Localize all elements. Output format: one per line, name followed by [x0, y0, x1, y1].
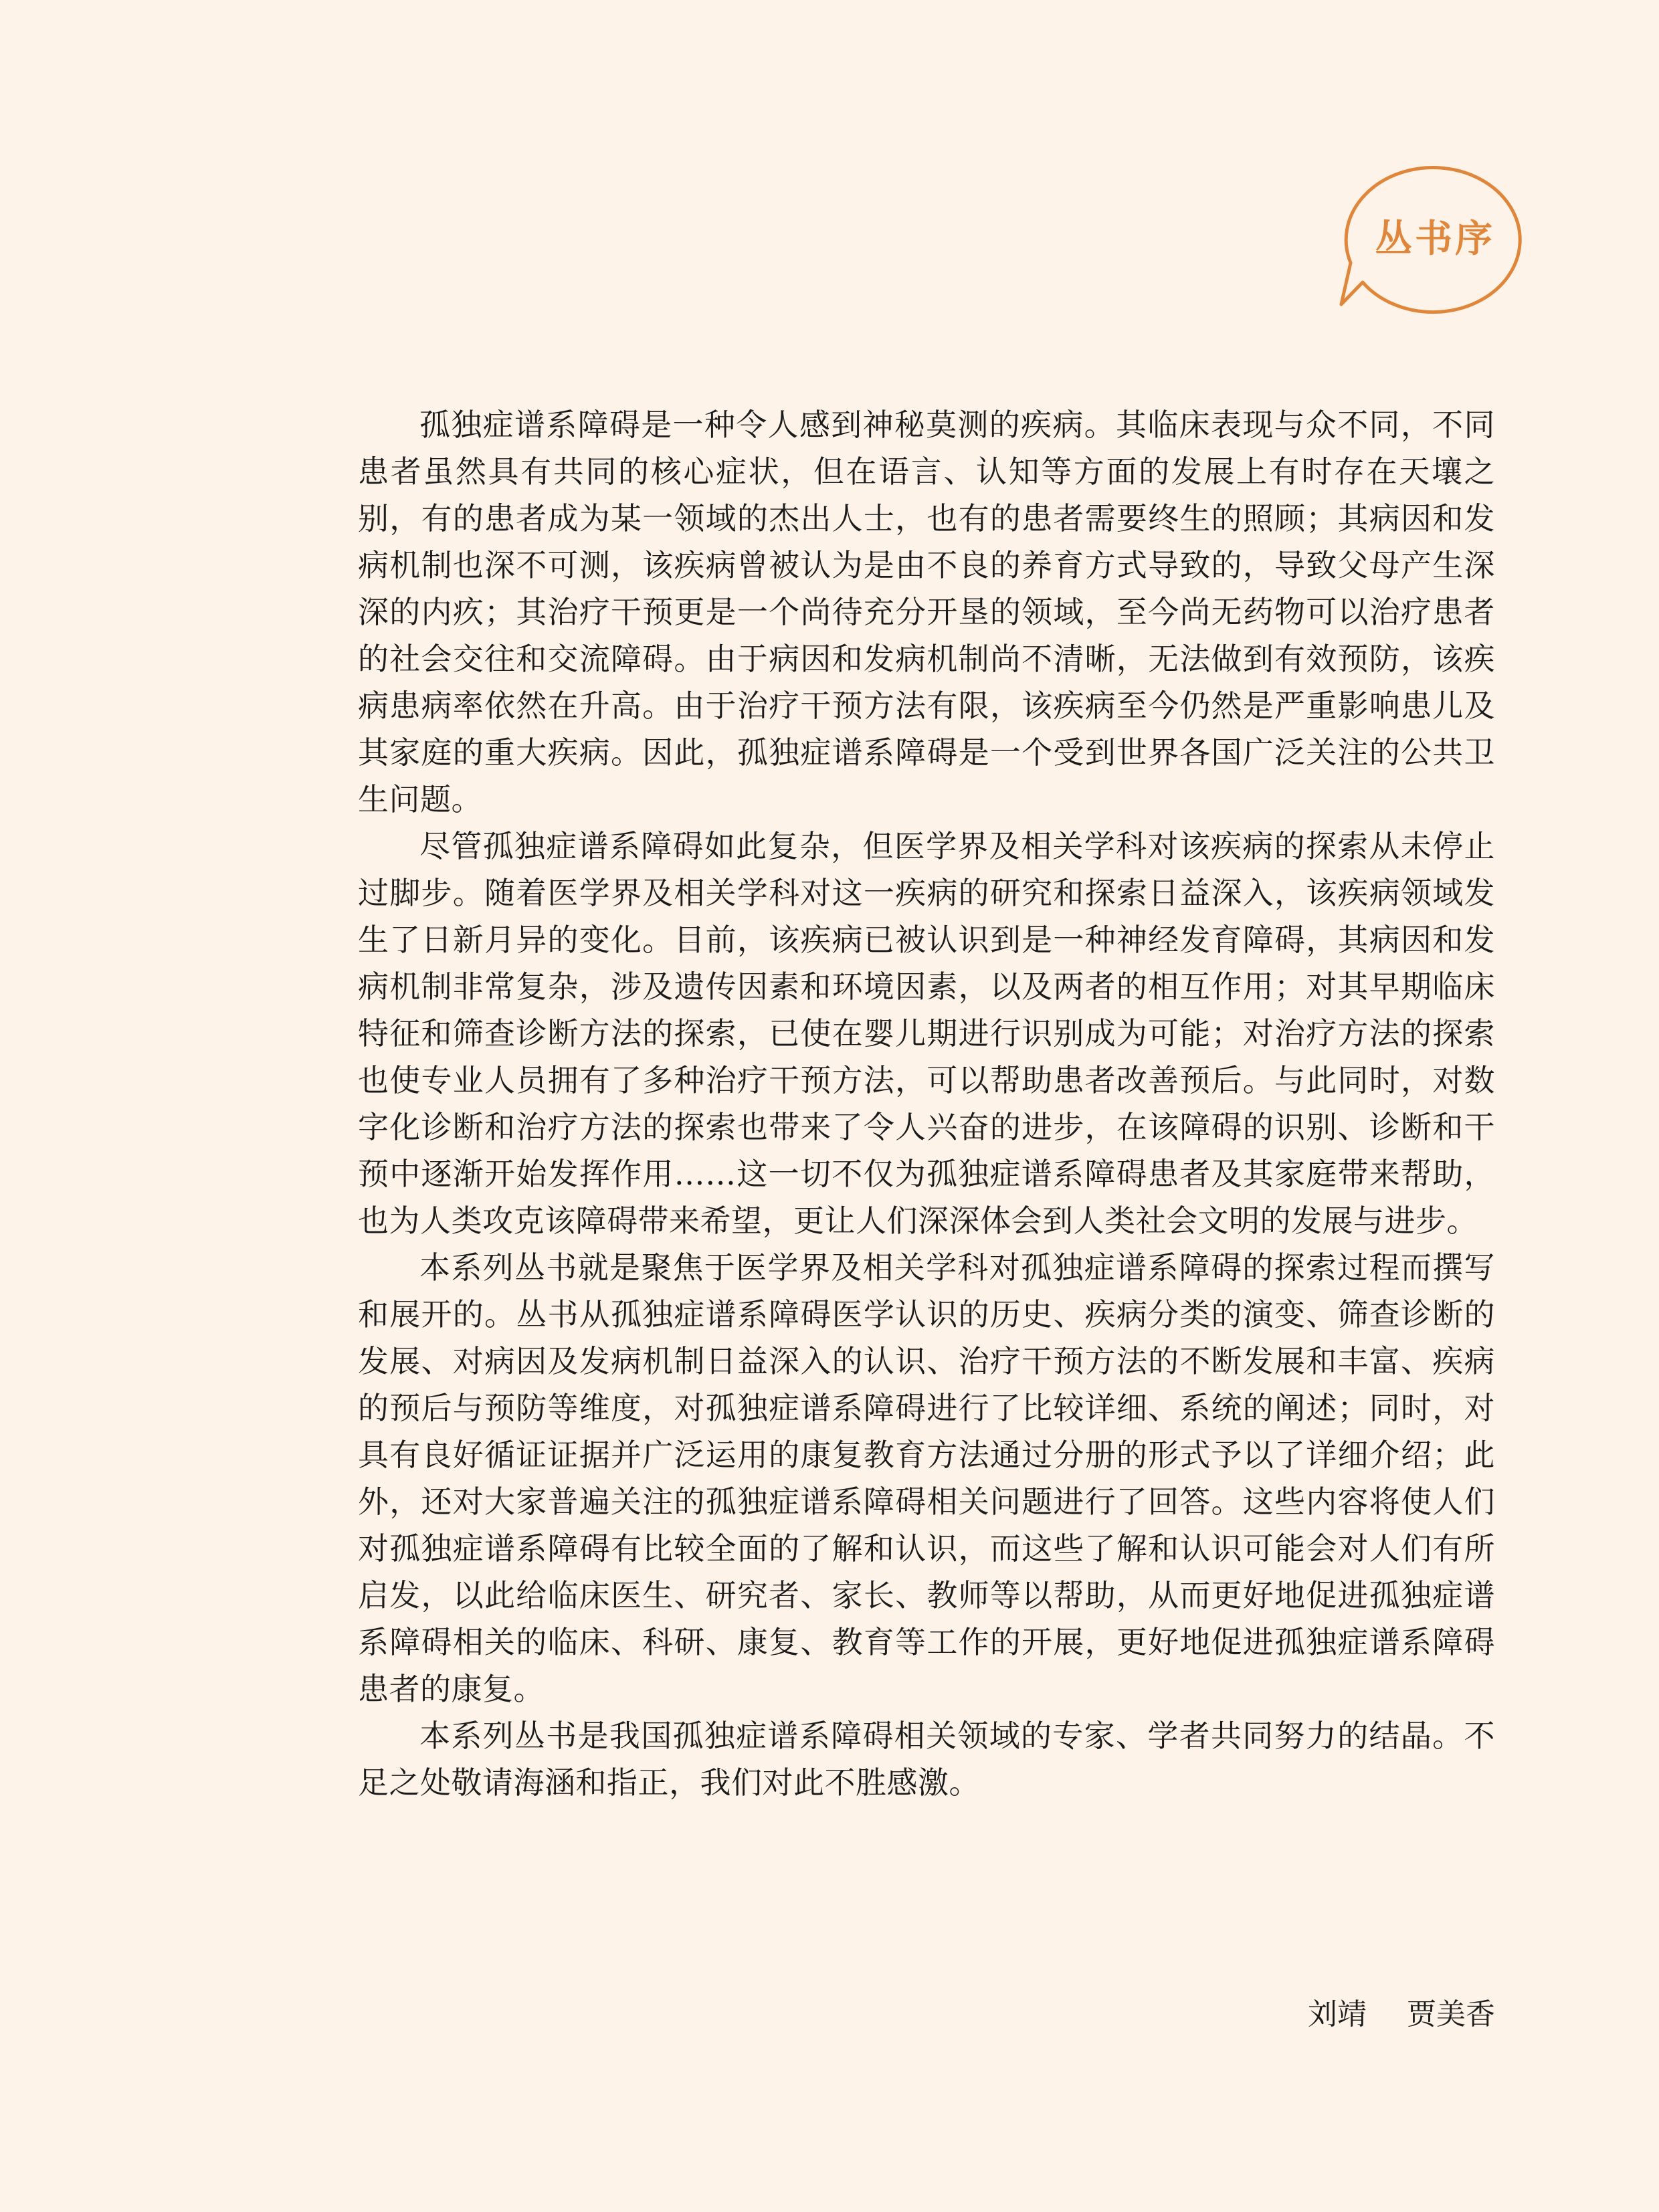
paragraph-1: 孤独症谱系障碍是一种令人感到神秘莫测的疾病。其临床表现与众不同，不同患者虽然具有共同的核心症状，但在语言、认知等方面的发展上有时存在天壤之别，有的患者成为某一领域的杰出人士，也有的患者需要终生的照顾；其病因和发病机制也深不可测，该疾病曾被认为是由不良的养育方式导致的，导致父母产生深深的内疚；其治疗干预更是一个尚待充分开垦的领域，至今尚无药物可以治疗患者的社会交往和交流障碍。由于病因和发病机制尚不清晰，无法做到有效预防，该疾病患病率依然在升高。由于治疗干预方法有限，该疾病至今仍然是严重影响患儿及其家庭的重大疾病。因此，孤独症谱系障碍是一个受到世界各国广泛关注的公共卫生问题。 [358, 407, 1495, 817]
author-name: 贾美香 [1407, 1997, 1495, 2031]
paragraph-3: 本系列丛书就是聚焦于医学界及相关学科对孤独症谱系障碍的探索过程而撰写和展开的。丛书从孤独症谱系障碍医学认识的历史、疾病分类的演变、筛查诊断的发展、对病因及发病机制日益深入的认识、治疗干预方法的不断发展和丰富、疾病的预后与预防等维度，对孤独症谱系障碍进行了比较详细、系统的阐述；同时，对具有良好循证证据并广泛运用的康复教育方法通过分册的形式予以了详细介绍；此外，还对大家普遍关注的孤独症谱系障碍相关问题进行了回答。这些内容将使人们对孤独症谱系障碍有比较全面的了解和认识，而这些了解和认识可能会对人们有所启发，以此给临床医生、研究者、家长、教师等以帮助，从而更好地促进孤独症谱系障碍相关的临床、科研、康复、教育等工作的开展，更好地促进孤独症谱系障碍患者的康复。 [358, 1249, 1495, 1707]
preface-body [358, 401, 1495, 1806]
signature [1308, 1990, 1495, 2033]
paragraph-4: 本系列丛书是我国孤独症谱系障碍相关领域的专家、学者共同努力的结晶。不足之处敬请海涵和指正，我们对此不胜感激。 [358, 1718, 1495, 1801]
badge-title: 丛书序 [1375, 217, 1495, 261]
author-name: 刘靖 [1308, 1997, 1367, 2031]
series-preface-badge [1328, 150, 1542, 324]
paragraph-2: 尽管孤独症谱系障碍如此复杂，但医学界及相关学科对该疾病的探索从未停止过脚步。随着医学界及相关学科对这一疾病的研究和探索日益深入，该疾病领域发生了日新月异的变化。目前，该疾病已被认识到是一种神经发育障碍，其病因和发病机制非常复杂，涉及遗传因素和环境因素，以及两者的相互作用；对其早期临床特征和筛查诊断方法的探索，已使在婴儿期进行识别成为可能；对治疗方法的探索也使专业人员拥有了多种治疗干预方法，可以帮助患者改善预后。与此同时，对数字化诊断和治疗方法的探索也带来了令人兴奋的进步，在该障碍的识别、诊断和干预中逐渐开始发挥作用……这一切不仅为孤独症谱系障碍患者及其家庭带来帮助，也为人类攻克该障碍带来希望，更让人们深深体会到人类社会文明的发展与进步。 [358, 828, 1495, 1239]
